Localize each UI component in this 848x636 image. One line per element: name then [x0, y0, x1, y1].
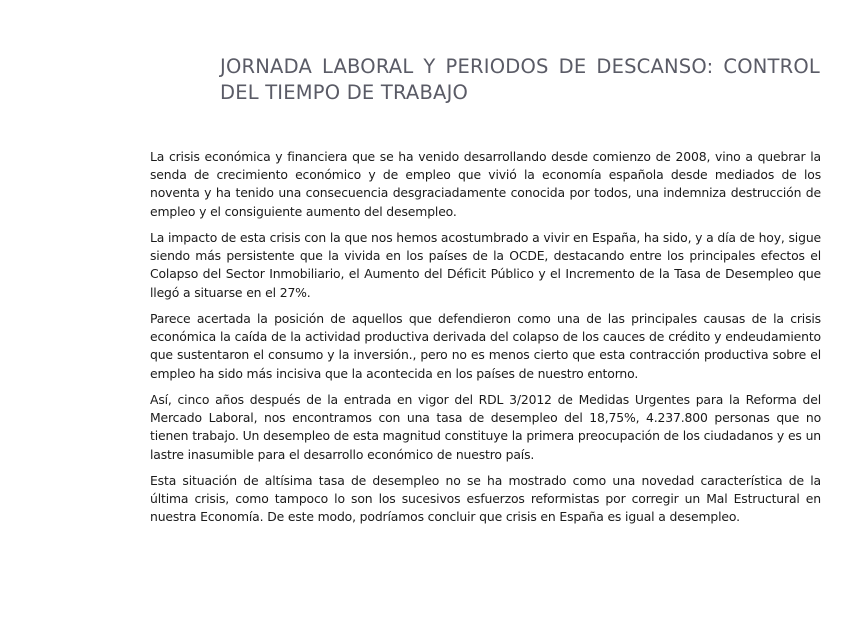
- paragraph-1: La crisis económica y financiera que se ha venido desarrollando desde comienzo de 2008, vino a quebrar la senda de crecimiento económico y de empleo que vivió la economía española desde mediados de los noventa y ha tenido una consecuencia desgraciadamente conocida por todos, una indemniza destrucción de empleo y el consiguiente aumento del desempleo.: [150, 149, 821, 219]
- paragraph-5: Esta situación de altísima tasa de desempleo no se ha mostrado como una novedad característica de la última crisis, como tampoco lo son los sucesivos esfuerzos reformistas por corregir un Mal Estructural en nuestra Economía. De este modo, podríamos concluir que crisis en España es igual a desempleo.: [150, 473, 821, 525]
- paragraph-4: Así, cinco años después de la entrada en vigor del RDL 3/2012 de Medidas Urgentes para la Reforma del Mercado Laboral, nos encontramos con una tasa de desempleo del 18,75%, 4.237.800 personas que no tienen trabajo. Un desempleo de esta magnitud constituye la primera preocupación de los ciudadanos y es un lastre inasumible para el desarrollo económico de nuestro país.: [150, 392, 821, 462]
- paragraph-3: Parece acertada la posición de aquellos que defendieron como una de las principales causas de la crisis económica la caída de la actividad productiva derivada del colapso de los cauces de crédito y endeudamiento que sustentaron el consumo y la inversión., pero no es menos cierto que esta contracción productiva sobre el empleo ha sido más incisiva que la acontecida en los países de nuestro entorno.: [150, 311, 821, 381]
- paragraph-2: La impacto de esta crisis con la que nos hemos acostumbrado a vivir en España, ha sido, y a día de hoy, sigue siendo más persistente que la vivida en los países de la OCDE, destacando entre los principales efectos el Colapso del Sector Inmobiliario, el Aumento del Déficit Público y el Incremento de la Tasa de Desempleo que llegó a situarse en el 27%.: [150, 230, 821, 300]
- document-title: JORNADA LABORAL Y PERIODOS DE DESCANSO: CONTROL DEL TIEMPO DE TRABAJO: [220, 55, 820, 104]
- document-body: [150, 148, 821, 535]
